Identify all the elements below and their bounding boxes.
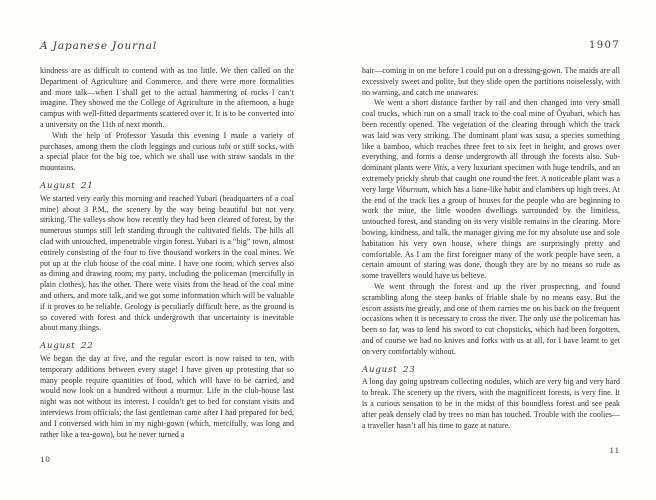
italic-term-vitis: Vitis: [433, 163, 448, 173]
entry-date-august-23: August 23: [362, 364, 416, 375]
paragraph-text: , a very luxuriant specimen with huge tendrils, and an extremely prickly shrub that caught one round the feet. A noticeable plant was a very large: [362, 163, 620, 194]
paragraph-text: We went a short distance farther by rail and then changed into very small coal trucks, which run on a small track to the coal mine of Ōyubari, which has been recently opened. The vegetation of the clearing through which the track was laid was very striking. The dominant plant was: [362, 98, 620, 140]
left-page: [40, 40, 294, 464]
paragraph-text: With the help of Professor Yasuda this evening I made a variety of purchases, among them the cloth leggings and curious: [40, 130, 294, 151]
paragraph-text: , a species something like a bamboo, which reaches three feet to six feet in height, and grows over everything, and forms a dense undergrowth all through the forests also. Sub-dominant plants were: [362, 130, 620, 173]
right-page-body: [362, 66, 620, 431]
paragraph-river: We went through the forest and up the river prospecting, and found scrambling along the steep banks of friable shale by no means easy. But the escort assists me greatly, and one of them carries me on his back on the frequent occasions when it is necessary to cross the river. The only use the policeman has been so far, was to lend his sword to cut chopsticks, which had been forgotten, and of course we had no knives and forks with us at all, for I have learnt to get on very comfortably without.: [362, 281, 620, 356]
paragraph-text: or stiff socks, with a special place for the big toe, which we shall use with straw sandals in the mountains.: [40, 141, 295, 173]
running-head-year: 1907: [588, 40, 620, 51]
running-head-title: A Japanese Journal: [40, 40, 158, 52]
right-page: [362, 40, 620, 455]
paragraph-hair: hair—coming in on me before I could put on a dressing-gown. The maids are all excessively sweet and polite, but they slide open the partitions noiselessly, with no warning, and catch me unawares.: [362, 66, 620, 97]
paragraph-oyubari: [362, 98, 620, 282]
page-number-right: 11: [609, 445, 620, 456]
italic-term-tabi: tabi: [218, 141, 231, 151]
italic-term-sasa: sasa: [535, 130, 550, 140]
paragraph-august-21: We started very early this morning and reached Yubari (headquarters of a coal mine) about 3 P.M., the scenery by the way being beautiful but not very striking. The valleys show how recently they had been cleared of forest, by the numerous stumps still left standing through the cultivated fields. The hills all clad with untouched, impenetrable virgin forest. Yubari is a “big” town, almost entirely consisting of the four to five thousand workers in the coal mines. We put up at the club house of the coal mine. I have one room, which serves also as dining and drawing room; my party, including the policeman (mercifully in plain clothes), has the other. There were visits from the head of the coal mine and others, and more talk, and we got some information which will be valuable if it proves to be reliable. Geology is peculiarly difficult here, as the ground is so covered with forest and thick undergrowth that uncertainty is inevitable about many things.: [40, 193, 294, 333]
paragraph-continuation: kindness are as difficult to contend with as too little. We then called on the Department of Agriculture and Commerce, and there were more formalities and more talk—when I shall get to the actual hammering of rocks I can’t imagine. They showed me the College of Agriculture in the afternoon, a huge campus with well-fitted departments scattered over it. It is to be converted into a university on the 11th of next month.: [40, 66, 294, 129]
italic-term-viburnum: Viburnum: [396, 184, 428, 194]
paragraph-yasuda: [40, 131, 294, 174]
paragraph-text: , which has a liane-like habit and clambers up high trees. At the end of the track lies a group of houses for the people who are beginning to work the mine, the little wooden dwellings surrounded by the limitless, untouched forest, and standing on its very visible remains in the clearing. More bowing, kindness, and talk, the manager giving me for my absolute use and sole habitation his very own house, where things are surprisingly pretty and comfortable. As I am the first foreigner many of the work people have seen, a certain amount of staring was done, though they are by no means so rude as some travellers would have us believe.: [362, 184, 620, 281]
entry-date-august-21: August 21: [40, 180, 94, 191]
paragraph-august-22: We began the day at five, and the regular escort is now raised to ten, with temporary additions between every stage! I have given up protesting that so many people require quantities of food, which will have to be carried, and would now look on a hundred without a murmur. Life in the club-house last night was not without its interest. I couldn’t get to bed for constant visits and interviews from officials; the last gentleman came after I had prepared for bed, and I conversed with him in my night-gown (which, mercifully, was long and rather like a tea-gown), but he never turned a: [40, 353, 294, 439]
entry-date-august-22: August 22: [40, 341, 94, 352]
left-page-body: [40, 66, 294, 440]
paragraph-august-23: A long day going upstream collecting nodules, which are very big and very hard to break. The scenery up the rivers, with the magnificent forests, is very fine. It is a curious sensation to be in the midst of this boundless forest and see peak after peak densely clad by trees no man has touched. Trouble with the coolies—a traveller hasn’t all his time to gaze at nature.: [362, 377, 620, 430]
page-number-left: 10: [40, 454, 51, 465]
